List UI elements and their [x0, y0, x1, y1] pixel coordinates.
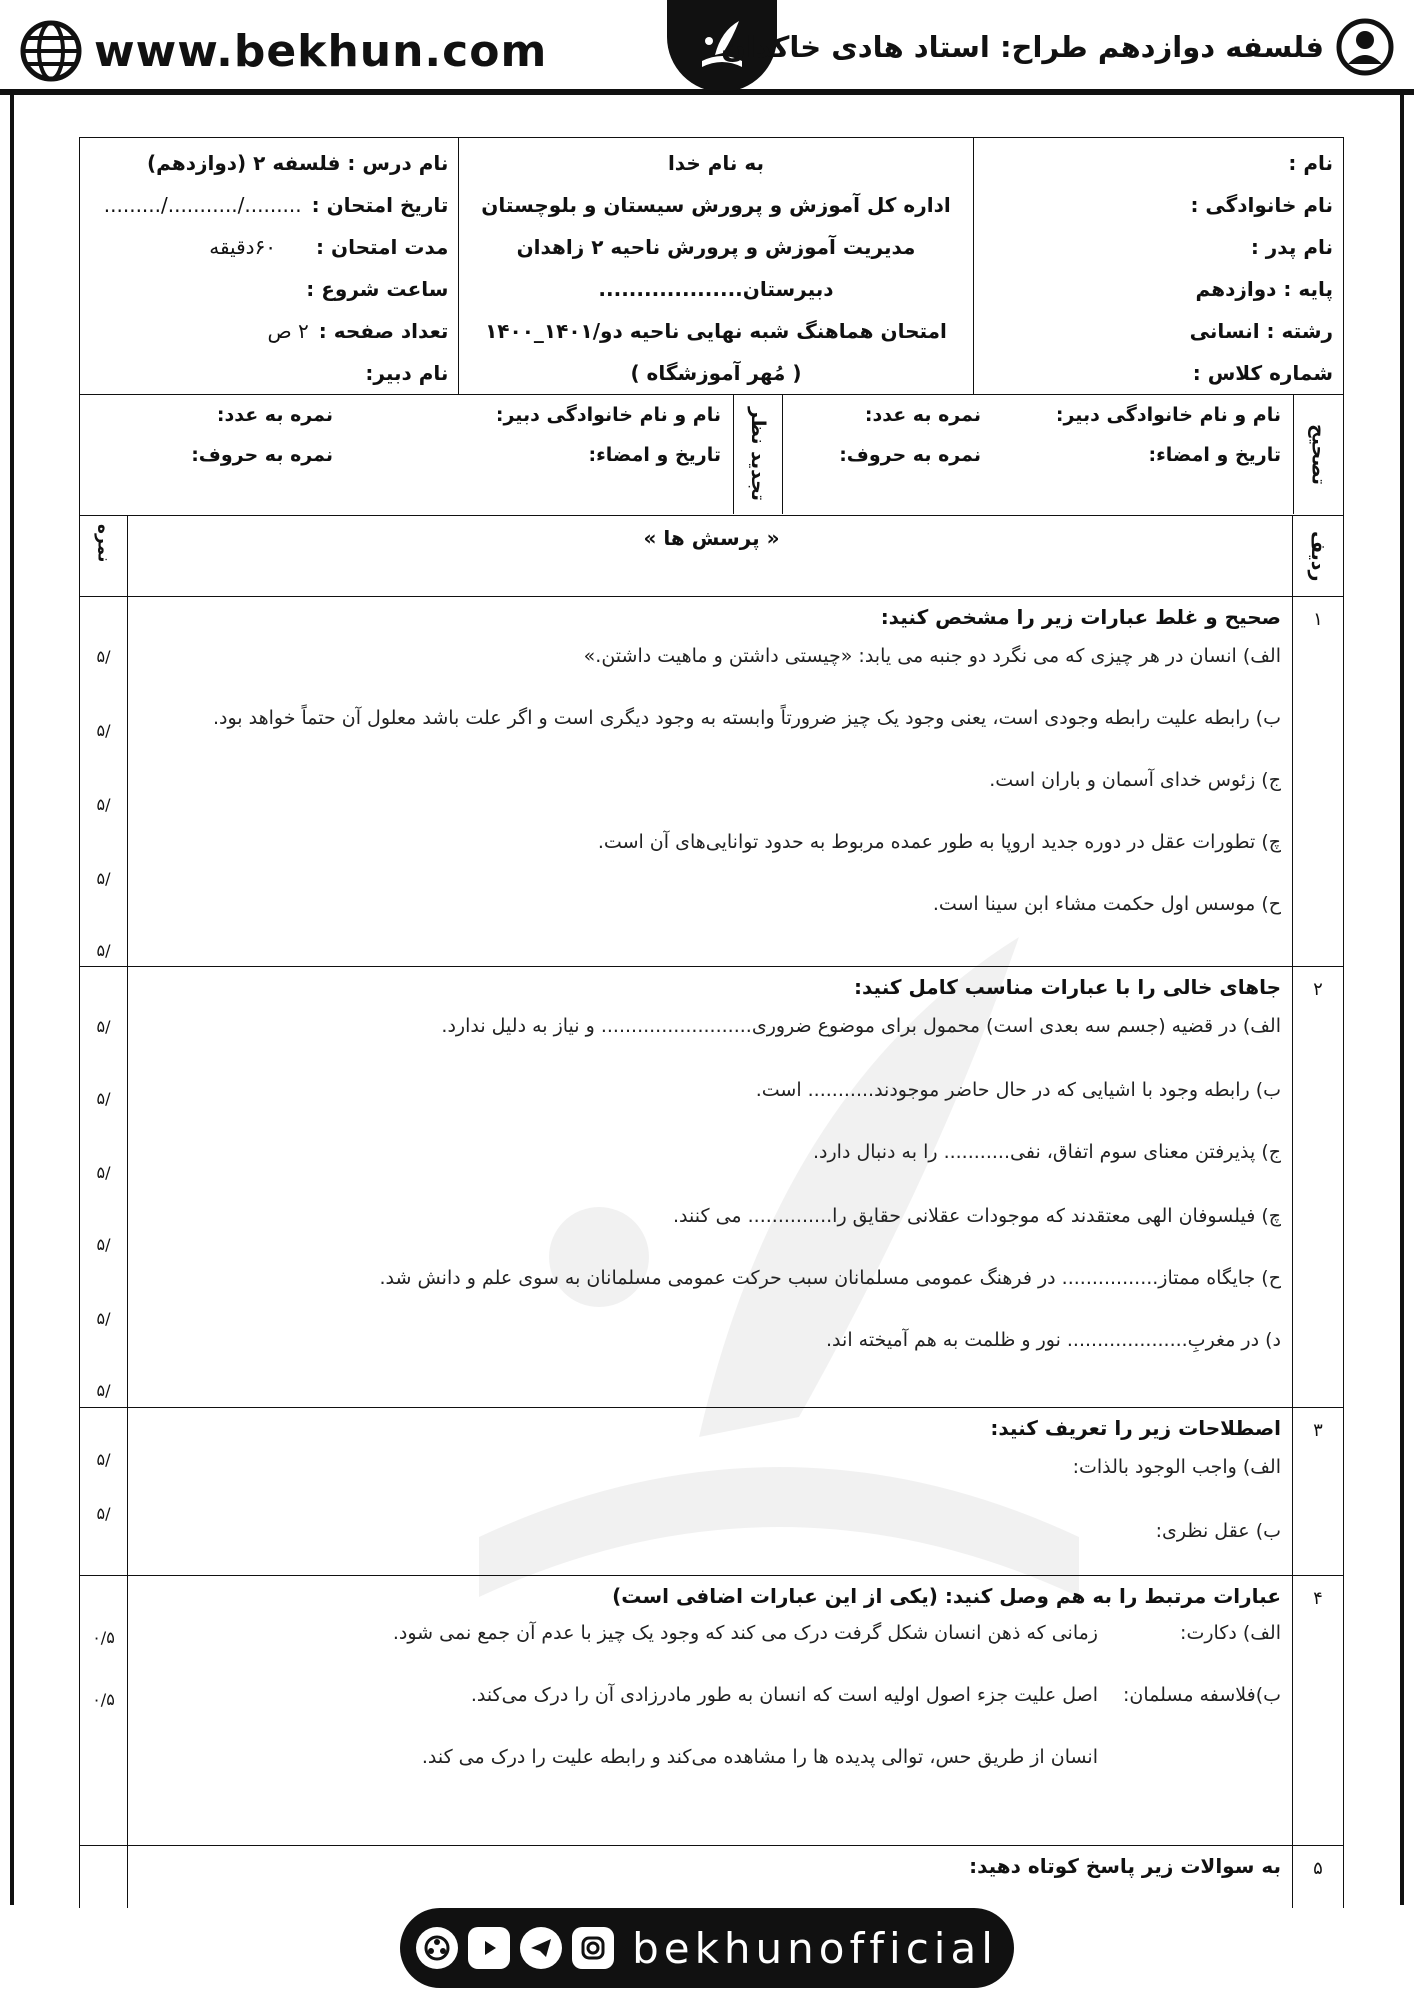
questions-header [79, 516, 1344, 597]
question-4 [79, 1576, 1344, 1846]
question-number: ۳ [1313, 1420, 1323, 1441]
corrector-sign-label: تاریخ و امضاء: [1148, 444, 1281, 466]
question-item: ب) رابطه وجود با اشیایی که در حال حاضر موجودند........... است. [755, 1079, 1281, 1101]
exam-sheet [79, 137, 1344, 1907]
item-score: ۰/۵ [92, 1628, 115, 1647]
item-score: /۵ [96, 721, 111, 740]
question-number: ۱ [1313, 609, 1323, 630]
item-score: /۵ [96, 1089, 111, 1108]
item-score: /۵ [96, 1163, 111, 1182]
office-name: اداره کل آموزش و پرورش سیستان و بلوچستان [481, 193, 951, 217]
teacher-name: نام دبیر: [365, 361, 449, 385]
school-stamp: ( مُهر آموزشگاه ) [630, 361, 802, 385]
instagram-icon[interactable] [572, 1927, 614, 1969]
question-item: الف) در قضیه (جسم سه بعدی است) محمول برای موضوع ضروری......................... و نیاز به دلیل ندارد. [441, 1015, 1281, 1037]
review-cell: تجدید نظر [733, 394, 783, 514]
item-score: /۵ [96, 1381, 111, 1400]
question-number: ۲ [1313, 979, 1323, 1000]
item-score: /۵ [96, 795, 111, 814]
reviewer-sign-label: تاریخ و امضاء: [588, 444, 721, 466]
item-score: /۵ [96, 1309, 111, 1328]
question-title: صحیح و غلط عبارات زیر را مشخص کنید: [880, 605, 1281, 629]
student-grade: پایه : دوازدهم [1195, 277, 1333, 301]
bismillah: به نام خدا [667, 151, 765, 175]
top-banner [0, 0, 1414, 95]
match-option: زمانی که ذهن انسان شکل گرفت درک می کند که وجود یک چیز با عدم آن جمع نمی شود. [392, 1622, 1098, 1644]
item-score: /۵ [96, 1450, 111, 1469]
district-name: مدیریت آموزش و پرورش ناحیه ۲ زاهدان [516, 235, 916, 259]
exam-info [80, 138, 459, 394]
exam-name: امتحان هماهنگ شبه نهایی ناحیه دو/۱۴۰۱_۱۴۰۰ [485, 319, 947, 343]
site-url[interactable]: www.bekhun.com [94, 25, 548, 77]
item-score: /۵ [96, 869, 111, 888]
item-score: /۵ [96, 941, 111, 960]
social-handle[interactable]: bekhunofficial [632, 1923, 998, 1973]
question-title: به سوالات زیر پاسخ کوتاه دهید: [969, 1854, 1281, 1878]
corrector-score-num: نمره به عدد: [864, 404, 981, 426]
item-score: /۵ [96, 1235, 111, 1254]
match-option: انسان از طریق حس، توالی پدیده ها را مشاهده می‌کند و رابطه علیت را درک می کند. [421, 1746, 1098, 1768]
match-left-item: الف) دکارت: [1180, 1622, 1281, 1644]
user-icon [1336, 18, 1394, 76]
question-title: عبارات مرتبط را به هم وصل کنید: (یکی از این عبارات اضافی است) [612, 1584, 1281, 1608]
reviewer-score-word: نمره به حروف: [191, 444, 333, 466]
exam-header [79, 137, 1344, 395]
question-item: چ) فیلسوفان الهی معتقدند که موجودات عقلانی حقایق را.............. می کنند. [673, 1205, 1281, 1227]
globe-icon [20, 20, 82, 82]
banner-title: فلسفه دوازدهم طراح: استاد هادی خاکدان [721, 30, 1324, 64]
school-name: دبیرستان................... [598, 277, 834, 301]
exam-duration: مدت امتحان : ۶۰دقیقه [209, 235, 449, 259]
aparat-icon[interactable] [416, 1927, 458, 1969]
question-number: ۵ [1313, 1858, 1323, 1879]
match-option: اصل علیت جزء اصول اولیه است که انسان به طور مادرزادی آن را درک می‌کند. [470, 1684, 1098, 1706]
question-item: ب) عقل نظری: [1155, 1520, 1281, 1542]
banner-title-area [721, 18, 1394, 76]
match-left-item: ب)فلاسفه مسلمان: [1122, 1684, 1281, 1706]
item-score: /۵ [96, 1017, 111, 1036]
corrector-score-word: نمره به حروف: [839, 444, 981, 466]
page-count: تعداد صفحه : ۲ ص [267, 319, 449, 343]
school-info [459, 138, 973, 394]
student-father: نام پدر : [1250, 235, 1333, 259]
telegram-icon[interactable] [520, 1927, 562, 1969]
score-label-cell: نمره [93, 524, 114, 563]
exam-date: تاریخ امتحان : ........./.........../......... [103, 193, 449, 217]
question-item: ج) پذیرفتن معنای سوم اتفاق، نفی........... را به دنبال دارد. [812, 1141, 1281, 1163]
student-family: نام خانوادگی : [1190, 193, 1333, 217]
correction-cell: تصحیح [1293, 394, 1343, 514]
site-link[interactable] [20, 20, 547, 82]
question-1 [79, 597, 1344, 967]
item-score: ۰/۵ [92, 1690, 115, 1709]
grading-box [79, 394, 1344, 516]
youtube-icon[interactable] [468, 1927, 510, 1969]
student-info [974, 138, 1343, 394]
question-3 [79, 1408, 1344, 1576]
student-class: شماره کلاس : [1192, 361, 1333, 385]
question-5 [79, 1846, 1344, 1908]
row-label-cell: ردیف [1307, 530, 1329, 582]
question-item: الف) واجب الوجود بالذات: [1072, 1456, 1281, 1478]
question-title: جاهای خالی را با عبارات مناسب کامل کنید: [853, 975, 1281, 999]
reviewer-score-num: نمره به عدد: [216, 404, 333, 426]
corrector-teacher-label: نام و نام خانوادگی دبیر: [1055, 404, 1281, 426]
question-item: چ) تطورات عقل در دوره جدید اروپا به طور عمده مربوط به حدود توانایی‌های آن است. [597, 831, 1281, 853]
question-title: اصطلاحات زیر را تعریف کنید: [990, 1416, 1281, 1440]
item-score: /۵ [96, 1504, 111, 1523]
course-name: نام درس : فلسفه ۲ (دوازدهم) [147, 151, 449, 175]
question-item: ح) موسس اول حکمت مشاء ابن سینا است. [932, 893, 1281, 915]
question-item: ب) رابطه علیت رابطه وجودی است، یعنی وجود یک چیز ضرورتاً وابسته به وجود دیگری است و اگر علت باشد معلول آن حتماً خواهد بود. [212, 707, 1281, 729]
question-item: د) در مغربِ.................... نور و ظلمت به هم آمیخته اند. [826, 1329, 1281, 1351]
student-field: رشته : انسانی [1189, 319, 1333, 343]
question-item: ج) زئوس خدای آسمان و باران است. [989, 769, 1281, 791]
student-name: نام : [1288, 151, 1333, 175]
reviewer-teacher-label: نام و نام خانوادگی دبیر: [495, 404, 721, 426]
question-item: الف) انسان در هر چیزی که می نگرد دو جنبه می یابد: «چیستی داشتن و ماهیت داشتن.» [583, 645, 1281, 667]
question-number: ۴ [1313, 1588, 1323, 1609]
social-footer [400, 1908, 1014, 1988]
question-2 [79, 967, 1344, 1408]
item-score: /۵ [96, 647, 111, 666]
questions-title: « پرسش ها » [643, 526, 780, 550]
question-item: ح) جایگاه ممتاز................ در فرهنگ عمومی مسلمانان سبب حرکت عمومی مسلمانان به سوی علم و دانش شد. [379, 1267, 1281, 1289]
start-time: ساعت شروع : [306, 277, 449, 301]
